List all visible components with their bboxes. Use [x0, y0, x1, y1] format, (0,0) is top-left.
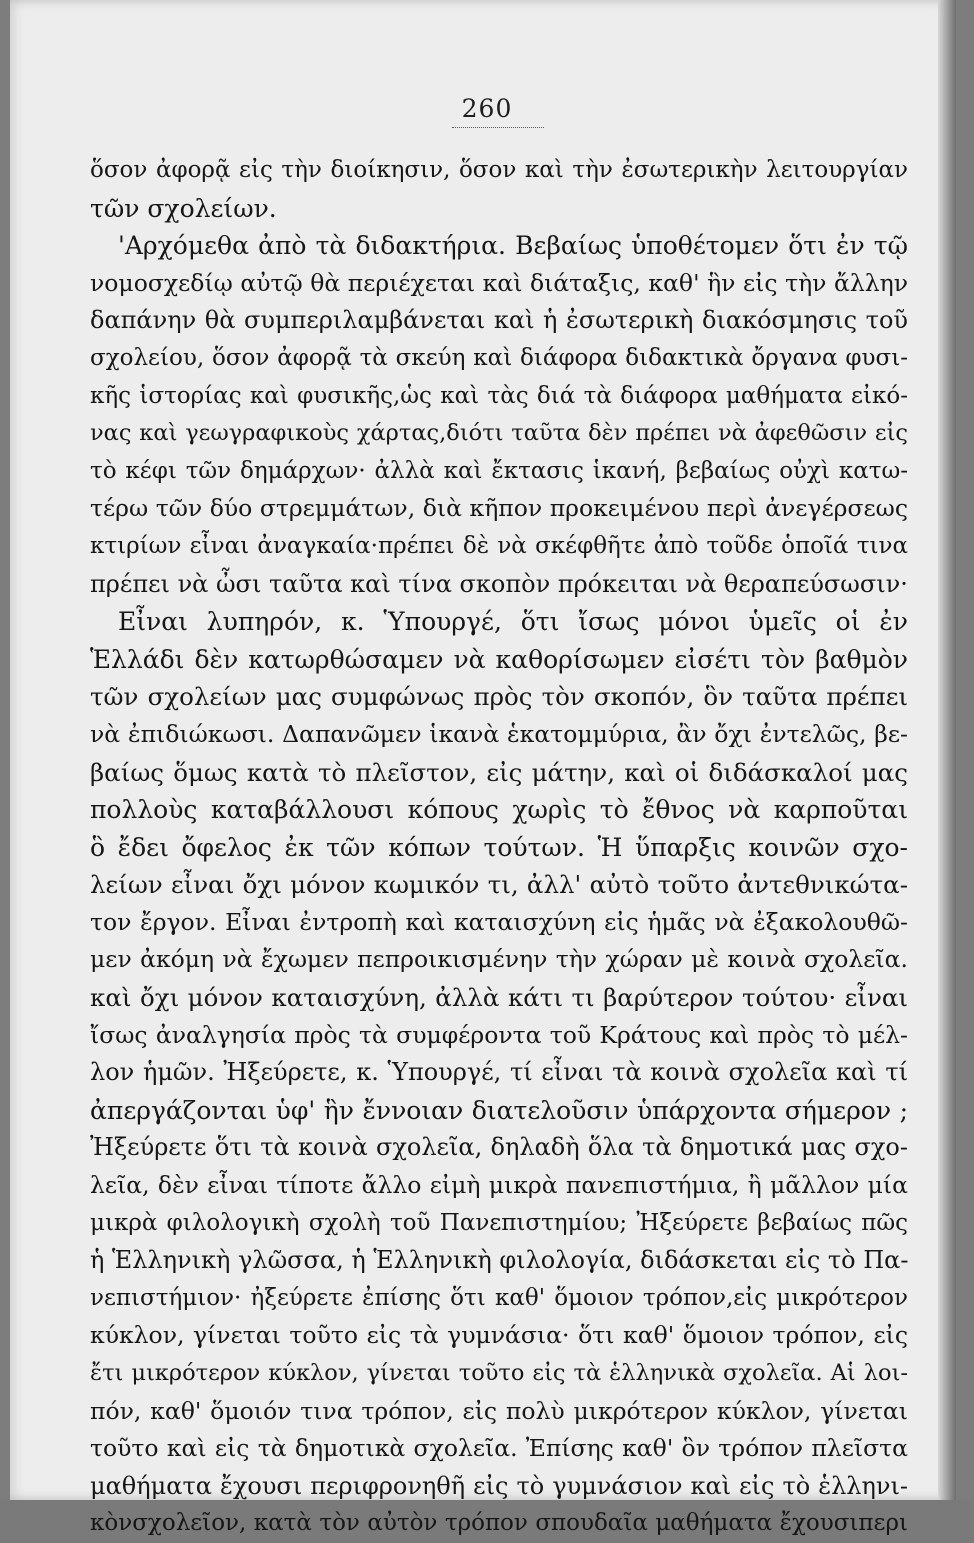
- header-rule: [452, 127, 544, 128]
- text-line: κτιρίων εἶναι ἀναγκαία·πρέπει δὲ νὰ σκέφθῆτε ἀπὸ τοῦδε ὁποῖά τινα: [90, 532, 908, 559]
- text-line: πρέπει νὰ ὦσι ταῦτα καὶ τίνα σκοπὸν πρόκειται νὰ θεραπεύσωσιν·: [90, 569, 908, 598]
- text-line: νὰ ἐπιδιώκωσι. Δαπανῶμεν ἱκανὰ ἑκατομμύρια, ἂν ὄχι ἐντελῶς, βε-: [90, 719, 908, 748]
- text-line: δαπάνην θὰ συμπεριλαμβάνεται καὶ ἡ ἐσωτερικὴ διακόσμησις τοῦ: [90, 306, 908, 335]
- text-line: λείων εἶναι ὄχι μόνον κωμικόν τι, ἀλλ' αὐτὸ τοῦτο ἀντεθνικώτα-: [90, 870, 908, 900]
- text-line: 'Αρχόμεθα ἀπὸ τὰ διδακτήρια. Βεβαίως ὑποθέτομεν ὅτι ἐν τῷ: [118, 231, 908, 261]
- text-line: νομοσχεδίῳ αὐτῷ θὰ περιέχεται καὶ διάταξις, καθ' ἣν εἰς τὴν ἄλλην: [90, 268, 908, 297]
- text-line: πολλοὺς καταβάλλουσι κόπους χωρὶς τὸ ἔθνος νὰ καρποῦται: [90, 795, 908, 825]
- text-line: Ἑλλάδι δὲν κατωρθώσαμεν νὰ καθορίσωμεν εἰσέτι τὸν βαθμὸν: [90, 644, 908, 674]
- text-line: μεν ἀκόμη νὰ ἔχωμεν πεπροικισμένην τὴν χώραν μὲ κοινὰ σχολεῖα.: [90, 945, 908, 974]
- text-line: κὸνσχολεῖον, κατὰ τὸν αὐτὸν τρόπον σπουδαῖα μαθήματα ἔχουσιπερι: [90, 1510, 908, 1537]
- page-number: 260: [461, 94, 513, 123]
- text-line: κῆς ἱστορίας καὶ φυσικῆς,ὡς καὶ τὰς διά τὰ διάφορα μαθήματα εἰκό-: [90, 382, 908, 409]
- text-line: τοῦτο καὶ εἰς τὰ δημοτικὰ σχολεῖα. Ἐπίσης καθ' ὃν τρόπον πλεῖστα: [90, 1434, 908, 1463]
- text-line: νας καὶ γεωγραφικοὺς χάρτας,διότι ταῦτα δὲν πρέπει νὰ ἀφεθῶσιν εἰς: [90, 420, 908, 447]
- text-line: ἡ Ἑλληνικὴ γλῶσσα, ἡ Ἑλληνικὴ φιλολογία, διδάσκεται εἰς τὸ Πα-: [90, 1246, 908, 1275]
- text-line: ὃ ἔδει ὄφελος ἐκ τῶν κόπων τούτων. Ἡ ὕπαρξις κοινῶν σχο-: [90, 832, 908, 862]
- text-line: Εἶναι λυπηρόν, κ. Ὑπουργέ, ὅτι ἴσως μόνοι ὑμεῖς οἱ ἐν: [118, 607, 908, 637]
- text-line: τέρω τῶν δύο στρεμμάτων, διὰ κῆπον προκειμένου περὶ ἀνεγέρσεως: [90, 494, 908, 523]
- text-line: ἔτι μικρότερον κύκλον, γίνεται τοῦτο εἰς τὰ ἑλληνικὰ σχολεῖα. Αἱ λοι-: [90, 1360, 908, 1386]
- text-line: πόν, καθ' ὅμοιόν τινα τρόπον, εἰς πολὺ μικρότερον κύκλον, γίνεται: [90, 1396, 908, 1425]
- text-line: Ἠξεύρετε ὅτι τὰ κοινὰ σχολεῖα, δηλαδὴ ὅλα τὰ δημοτικά μας σχο-: [90, 1133, 908, 1162]
- text-line: ἴσως ἀναλγησία πρὸς τὰ συμφέροντα τοῦ Κράτους καὶ πρὸς τὸ μέλ-: [90, 1020, 908, 1049]
- text-line: ὅσον ἀφορᾷ εἰς τὴν διοίκησιν, ὅσον καὶ τὴν ἐσωτερικὴν λειτουργίαν: [90, 157, 908, 183]
- text-line: τῶν σχολείων.: [90, 193, 277, 223]
- text-line: κύκλον, γίνεται τοῦτο εἰς τὰ γυμνάσια· ὅτι καθ' ὅμοιον τρόπον, εἰς: [90, 1321, 908, 1350]
- text-line: τον ἔργον. Εἶναι ἐντροπὴ καὶ καταισχύνη εἰς ἡμᾶς νὰ ἐξακολουθῶ-: [90, 907, 908, 936]
- text-line: σχολείου, ὅσον ἀφορᾷ τὰ σκεύη καὶ διάφορα διδακτικὰ ὄργανα φυσι-: [90, 344, 908, 371]
- text-line: μαθήματα ἔχουσι περιφρονηθῆ εἰς τὸ γυμνάσιον καὶ εἰς τὸ ἑλληνι-: [90, 1471, 908, 1500]
- text-line: μικρὰ φιλολογικὴ σχολὴ τοῦ Πανεπιστημίου; Ἠξεύρετε βεβαίως πῶς: [90, 1209, 908, 1236]
- page-edge-shadow: [938, 0, 956, 1500]
- text-line: ἀπεργάζονται ὑφ' ἣν ἔννοιαν διατελοῦσιν ὑπάρχοντα σήμερον ;: [90, 1095, 908, 1125]
- body-text: [90, 152, 908, 1543]
- text-line: τῶν σχολείων μας συμφώνως πρὸς τὸν σκοπόν, ὃν ταῦτα πρέπει: [90, 682, 908, 712]
- text-line: βαίως ὅμως κατὰ τὸ πλεῖστον, εἰς μάτην, καὶ οἱ διδάσκαλοί μας: [90, 757, 908, 787]
- text-line: καὶ ὄχι μόνον καταισχύνη, ἀλλὰ κάτι τι βαρύτερον τούτου· εἶναι: [90, 983, 908, 1013]
- text-line: λον ἡμῶν. Ἠξεύρετε, κ. Ὑπουργέ, τί εἶναι τὰ κοινὰ σχολεῖα καὶ τί: [90, 1058, 908, 1087]
- text-line: νεπιστήμιον· ἠξεύρετε ἐπίσης ὅτι καθ' ὅμοιον τρόπον,εἰς μικρότερον: [90, 1284, 908, 1311]
- text-line: τὸ κέφι τῶν δημάρχων· ἀλλὰ καὶ ἔκτασις ἱκανή, βεβαίως οὐχὶ κατω-: [90, 457, 908, 484]
- text-line: λεῖα, δὲν εἶναι τίποτε ἄλλο εἰμὴ μικρὰ πανεπιστήμια, ἢ μᾶλλον μία: [90, 1171, 908, 1200]
